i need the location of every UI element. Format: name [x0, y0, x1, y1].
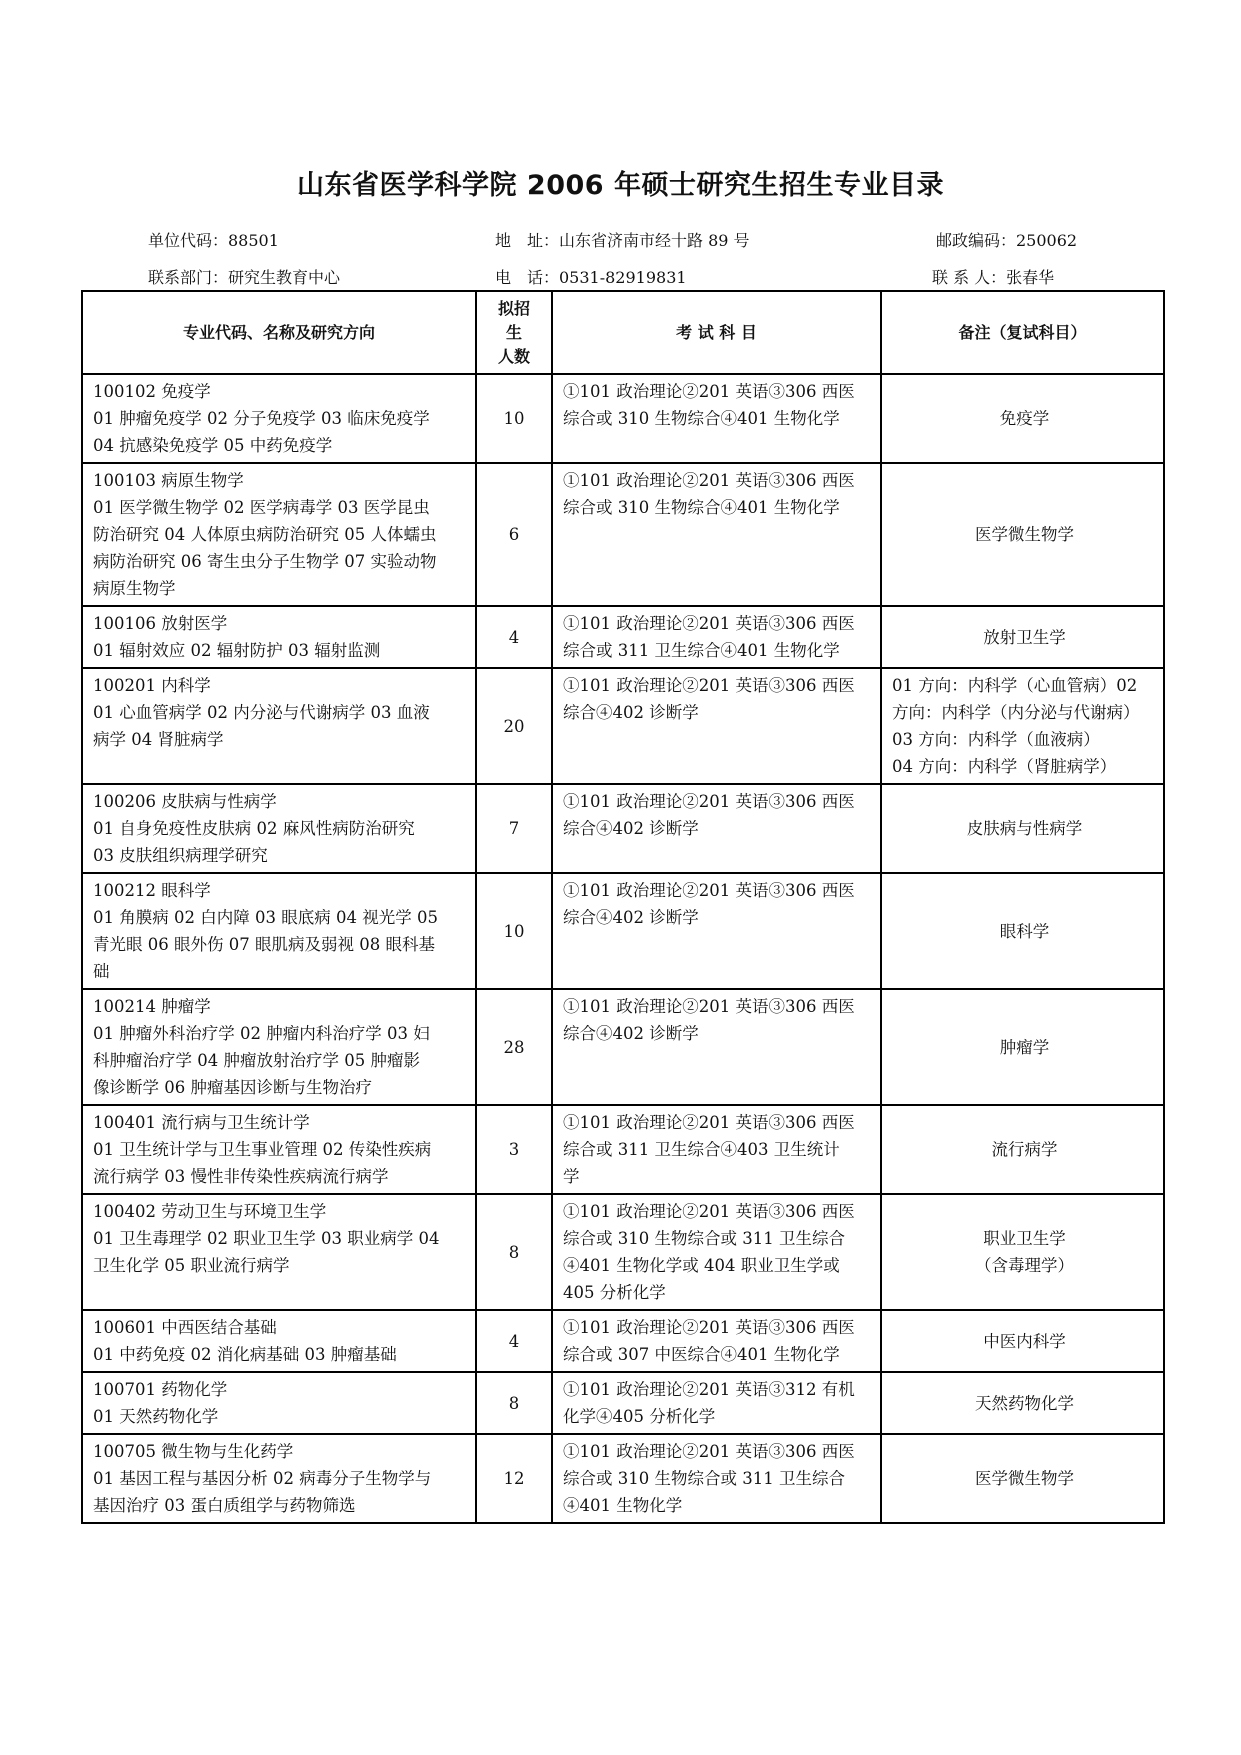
major-line: 科肿瘤治疗学 04 肿瘤放射治疗学 05 肿瘤影 — [93, 1051, 420, 1070]
major-line: 防治研究 04 人体原虫病防治研究 05 人体蠕虫 — [93, 525, 437, 544]
table-row — [82, 1310, 1164, 1372]
cell-note — [881, 374, 1164, 463]
cell-quota: 8 — [476, 1372, 552, 1434]
major-line: 100212 眼科学 — [93, 881, 211, 900]
exam-line: ④401 生物化学 — [563, 1496, 683, 1515]
cell-exam — [552, 1372, 881, 1434]
cell-quota: 3 — [476, 1105, 552, 1194]
cell-major — [82, 989, 476, 1105]
exam-line: ①101 政治理论②201 英语③306 西医 — [563, 1442, 855, 1461]
header-quota-line: 拟招 — [497, 298, 530, 318]
cell-note — [881, 1310, 1164, 1372]
cell-exam — [552, 873, 881, 989]
postcode: 邮政编码：250062 — [936, 231, 1078, 250]
cell-major — [82, 1310, 476, 1372]
major-line: 01 天然药物化学 — [93, 1407, 219, 1426]
major-line: 01 卫生毒理学 02 职业卫生学 03 职业病学 04 — [93, 1229, 440, 1248]
exam-line: 综合或 310 生物综合④401 生物化学 — [563, 498, 840, 517]
exam-line: 405 分析化学 — [563, 1283, 666, 1302]
major-line: 01 自身免疫性皮肤病 02 麻风性病防治研究 — [93, 819, 415, 838]
cell-exam — [552, 463, 881, 606]
cell-note — [881, 606, 1164, 668]
major-line: 04 抗感染免疫学 05 中药免疫学 — [93, 436, 333, 455]
cell-exam — [552, 374, 881, 463]
cell-note — [881, 784, 1164, 873]
header-quota — [476, 291, 552, 374]
cell-quota: 10 — [476, 374, 552, 463]
table-row — [82, 463, 1164, 606]
cell-quota: 20 — [476, 668, 552, 784]
note-line: 皮肤病与性病学 — [966, 819, 1083, 838]
note-line: 方向：内科学（内分泌与代谢病） — [892, 703, 1140, 722]
exam-line: 综合或 310 生物综合④401 生物化学 — [563, 409, 840, 428]
major-line: 100103 病原生物学 — [93, 471, 244, 490]
header-major: 专业代码、名称及研究方向 — [82, 291, 476, 374]
major-line: 01 中药免疫 02 消化病基础 03 肿瘤基础 — [93, 1345, 397, 1364]
cell-exam — [552, 668, 881, 784]
cell-note — [881, 989, 1164, 1105]
major-line: 基因治疗 03 蛋白质组学与药物筛选 — [93, 1496, 356, 1515]
cell-major — [82, 668, 476, 784]
exam-line: ④401 生物化学或 404 职业卫生学或 — [563, 1256, 840, 1275]
exam-line: 综合④402 诊断学 — [563, 819, 699, 838]
note-line: 天然药物化学 — [975, 1393, 1074, 1413]
page-title: 山东省医学科学院 2006 年硕士研究生招生专业目录 — [297, 170, 944, 201]
cell-quota: 4 — [476, 606, 552, 668]
table-row — [82, 606, 1164, 668]
major-line: 100705 微生物与生化药学 — [93, 1442, 294, 1461]
cell-quota: 7 — [476, 784, 552, 873]
cell-major — [82, 873, 476, 989]
table-body — [82, 374, 1164, 1523]
exam-line: 综合或 311 卫生综合④401 生物化学 — [563, 641, 840, 660]
note-line: 眼科学 — [999, 921, 1050, 941]
major-line: 01 基因工程与基因分析 02 病毒分子生物学与 — [93, 1469, 432, 1488]
major-line: 01 卫生统计学与卫生事业管理 02 传染性疾病 — [93, 1140, 432, 1159]
exam-line: 化学④405 分析化学 — [563, 1407, 716, 1426]
phone: 电 话：0531-82919831 — [495, 268, 687, 287]
header-quota-line: 生 — [505, 322, 522, 342]
exam-line: ①101 政治理论②201 英语③306 西医 — [563, 471, 855, 490]
note-line: 放射卫生学 — [983, 627, 1066, 647]
address: 地 址：山东省济南市经十路 89 号 — [495, 231, 750, 250]
cell-exam — [552, 1434, 881, 1523]
cell-note — [881, 1194, 1164, 1310]
exam-line: ①101 政治理论②201 英语③306 西医 — [563, 614, 855, 633]
cell-note — [881, 668, 1164, 784]
major-line: 病防治研究 06 寄生虫分子生物学 07 实验动物 — [93, 552, 437, 571]
cell-major — [82, 374, 476, 463]
note-line: （含毒理学） — [975, 1256, 1074, 1275]
cell-exam — [552, 989, 881, 1105]
exam-line: ①101 政治理论②201 英语③306 西医 — [563, 1318, 855, 1337]
major-line: 青光眼 06 眼外伤 07 眼肌病及弱视 08 眼科基 — [93, 935, 435, 954]
cell-major — [82, 606, 476, 668]
major-line: 100106 放射医学 — [93, 614, 228, 633]
major-line: 03 皮肤组织病理学研究 — [93, 846, 268, 865]
cell-exam — [552, 1194, 881, 1310]
enrollment-catalog-table — [81, 290, 1165, 1524]
contact-department: 联系部门：研究生教育中心 — [148, 268, 341, 287]
exam-line: 综合或 310 生物综合或 311 卫生综合 — [563, 1229, 845, 1248]
contact-person: 联 系 人：张春华 — [932, 268, 1055, 287]
exam-line: ①101 政治理论②201 英语③306 西医 — [563, 997, 855, 1016]
table-row — [82, 1434, 1164, 1523]
major-line: 01 肿瘤外科治疗学 02 肿瘤内科治疗学 03 妇 — [93, 1024, 430, 1043]
unit-code: 单位代码：88501 — [148, 231, 279, 250]
cell-note — [881, 1372, 1164, 1434]
note-line: 中医内科学 — [983, 1331, 1066, 1351]
cell-note — [881, 463, 1164, 606]
cell-major — [82, 1105, 476, 1194]
cell-quota: 28 — [476, 989, 552, 1105]
header-exam: 考 试 科 目 — [552, 291, 881, 374]
cell-quota: 6 — [476, 463, 552, 606]
note-line: 04 方向：内科学（肾脏病学） — [892, 757, 1117, 776]
exam-line: ①101 政治理论②201 英语③306 西医 — [563, 881, 855, 900]
note-line: 免疫学 — [999, 409, 1050, 428]
exam-line: ①101 政治理论②201 英语③306 西医 — [563, 382, 855, 401]
major-line: 01 角膜病 02 白内障 03 眼底病 04 视光学 05 — [93, 908, 438, 927]
table-row — [82, 1372, 1164, 1434]
major-line: 100601 中西医结合基础 — [93, 1318, 277, 1337]
cell-quota: 4 — [476, 1310, 552, 1372]
cell-quota: 10 — [476, 873, 552, 989]
major-line: 病原生物学 — [93, 579, 176, 598]
note-line: 01 方向：内科学（心血管病）02 — [892, 676, 1138, 695]
cell-major — [82, 463, 476, 606]
table-row — [82, 989, 1164, 1105]
exam-line: 综合④402 诊断学 — [563, 908, 699, 927]
exam-line: 综合④402 诊断学 — [563, 703, 699, 722]
table-row — [82, 668, 1164, 784]
note-line: 03 方向：内科学（血液病） — [892, 730, 1100, 749]
major-line: 础 — [93, 962, 110, 981]
exam-line: 综合④402 诊断学 — [563, 1024, 699, 1043]
header-note: 备注（复试科目） — [881, 291, 1164, 374]
cell-exam — [552, 784, 881, 873]
table-row — [82, 374, 1164, 463]
major-line: 100402 劳动卫生与环境卫生学 — [93, 1202, 327, 1221]
major-line: 01 辐射效应 02 辐射防护 03 辐射监测 — [93, 641, 381, 660]
exam-line: 综合或 307 中医综合④401 生物化学 — [563, 1345, 840, 1364]
major-line: 01 肿瘤免疫学 02 分子免疫学 03 临床免疫学 — [93, 409, 430, 428]
cell-exam — [552, 1310, 881, 1372]
cell-major — [82, 1372, 476, 1434]
major-line: 100206 皮肤病与性病学 — [93, 792, 277, 811]
exam-line: 综合或 311 卫生综合④403 卫生统计 — [563, 1140, 840, 1159]
major-line: 卫生化学 05 职业流行病学 — [93, 1256, 290, 1275]
major-line: 01 医学微生物学 02 医学病毒学 03 医学昆虫 — [93, 498, 430, 517]
major-line: 像诊断学 06 肿瘤基因诊断与生物治疗 — [93, 1078, 372, 1097]
note-line: 流行病学 — [991, 1140, 1058, 1159]
cell-major — [82, 784, 476, 873]
cell-major — [82, 1434, 476, 1523]
exam-line: 综合或 310 生物综合或 311 卫生综合 — [563, 1469, 845, 1488]
exam-line: ①101 政治理论②201 英语③306 西医 — [563, 676, 855, 695]
cell-exam — [552, 1105, 881, 1194]
note-line: 医学微生物学 — [975, 525, 1074, 544]
major-line: 病学 04 肾脏病学 — [93, 730, 224, 749]
cell-major — [82, 1194, 476, 1310]
major-line: 流行病学 03 慢性非传染性疾病流行病学 — [93, 1167, 389, 1186]
header-quota-line: 人数 — [497, 346, 530, 366]
major-line: 100401 流行病与卫生统计学 — [93, 1113, 310, 1132]
cell-note — [881, 1105, 1164, 1194]
table-row — [82, 784, 1164, 873]
exam-line: 学 — [563, 1167, 580, 1186]
exam-line: ①101 政治理论②201 英语③306 西医 — [563, 1202, 855, 1221]
major-line: 100201 内科学 — [93, 676, 211, 695]
cell-note — [881, 873, 1164, 989]
note-line: 医学微生物学 — [975, 1469, 1074, 1488]
table-header-row — [82, 291, 1164, 374]
exam-line: ①101 政治理论②201 英语③306 西医 — [563, 792, 855, 811]
table-row — [82, 1194, 1164, 1310]
note-line: 职业卫生学 — [983, 1229, 1066, 1248]
cell-quota: 12 — [476, 1434, 552, 1523]
cell-exam — [552, 606, 881, 668]
major-line: 100701 药物化学 — [93, 1380, 228, 1399]
major-line: 100214 肿瘤学 — [93, 997, 211, 1016]
major-line: 100102 免疫学 — [93, 382, 211, 401]
table-row — [82, 1105, 1164, 1194]
cell-quota: 8 — [476, 1194, 552, 1310]
major-line: 01 心血管病学 02 内分泌与代谢病学 03 血液 — [93, 703, 430, 722]
cell-note — [881, 1434, 1164, 1523]
exam-line: ①101 政治理论②201 英语③306 西医 — [563, 1113, 855, 1132]
note-line: 肿瘤学 — [999, 1037, 1050, 1057]
table-row — [82, 873, 1164, 989]
exam-line: ①101 政治理论②201 英语③312 有机 — [563, 1380, 855, 1399]
